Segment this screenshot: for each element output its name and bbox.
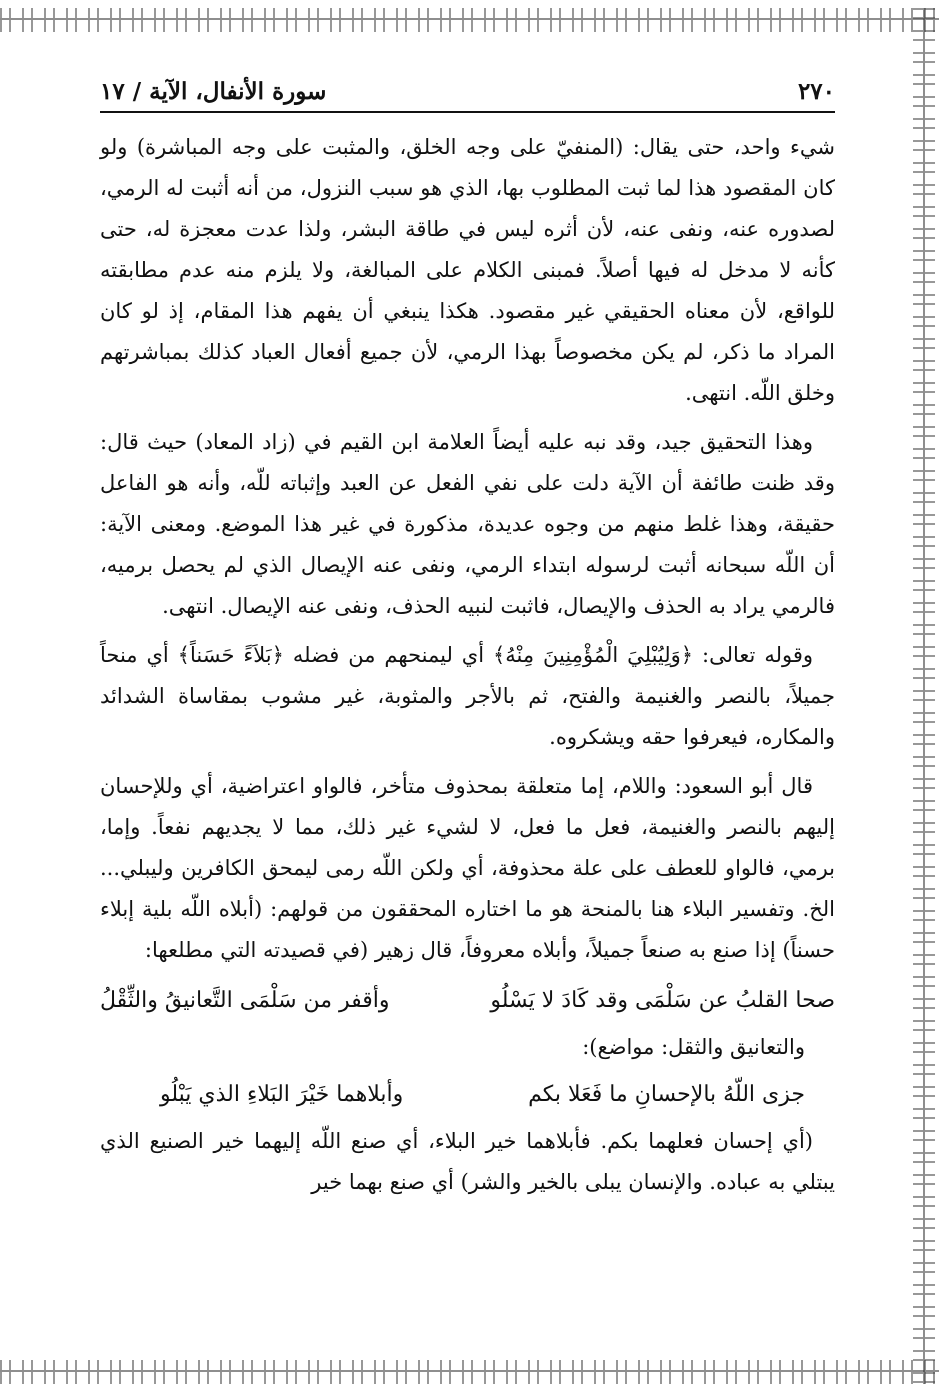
poem-verse-1	[100, 979, 835, 1023]
verse-2-first-hemistich: جزى اللّهُ بالإحسانِ ما فَعَلا بكم	[528, 1082, 805, 1107]
chapter-title: سورة الأنفال، الآية / ١٧	[100, 78, 327, 105]
verse-2-second-hemistich: وأبلاهما خَيْرَ البَلاءِ الذي يَبْلُو	[160, 1082, 404, 1107]
paragraph-3: وقوله تعالى: ﴿وَلِيُبْلِيَ الْمُؤْمِنِينَ مِنْهُ﴾ أي ليمنحهم من فضله ﴿بَلاَءً حَسَناً﴾ أي منحاً جميلاً، بالنصر والغنيمة والفتح، ثم بالأجر والمثوبة، غير مشوب بمقاساة الشدائد والمكاره، فيعرفوا حقه ويشكروه.	[100, 643, 835, 749]
verse-1-first-hemistich: صحا القلبُ عن سَلْمَى وقد كَادَ لا يَسْلُو	[490, 988, 835, 1013]
paragraph-1: شيء واحد، حتى يقال: (المنفيّ على وجه الخلق، والمثبت على وجه المباشرة) ولو كان المقصود هذا لما ثبت المطلوب بها، الذي هو سبب النزول، من أنه أثبت له الرمي، لصدوره عنه، ونفى عنه، لأن أثره ليس في طاقة البشر، ولذا عدت معجزة له، حتى كأنه لا مدخل له فيها أصلاً. فمبنى الكلام على المبالغة، ولا يلزم منه عدم مطابقته للواقع، لأن معناه الحقيقي غير مقصود. هكذا ينبغي أن يفهم هذا المقام، إذ لو كان المراد ما ذكر، لم يكن مخصوصاً بهذا الرمي، لأن جميع أفعال العباد كذلك بمباشرتهم وخلق اللّه. انتهى.	[100, 135, 835, 405]
paragraph-4: قال أبو السعود: واللام، إما متعلقة بمحذوف متأخر، فالواو اعتراضية، أي وللإحسان إليهم بالنصر والغنيمة، فعل ما فعل، لا لشيء غير ذلك، مما لا يجديهم نفعاً. وإما، برمي، فالواو للعطف على علة محذوفة، أي ولكن اللّه رمى ليمحق الكافرين وليبلي... الخ. وتفسير البلاء هنا بالمنحة هو ما اختاره المحققون من قولهم: (أبلاه اللّه بلية إبلاء حسناً) إذا صنع به صنعاً جميلاً، وأبلاه معروفاً، قال زهير (في قصيدته التي مطلعها:	[100, 774, 835, 962]
decorative-border-right	[913, 8, 935, 1384]
verse-note: والتعانيق والثقل: مواضع):	[582, 1035, 805, 1059]
poem-verse-2	[100, 1073, 835, 1117]
paragraph-5: (أي إحسان فعلهما بكم. فأبلاهما خير البلاء، أي صنع اللّه إليهما خير الصنيع الذي يبتلي به عباده. والإنسان يبلى بالخير والشر) أي صنع بهما خير	[100, 1129, 835, 1194]
decorative-border-top	[0, 8, 939, 32]
paragraph-2: وهذا التحقيق جيد، وقد نبه عليه أيضاً العلامة ابن القيم في (زاد المعاد) حيث قال: وقد ظنت طائفة أن الآية دلت على نفي الفعل عن العبد وإثباته للّه، وأنه هو الفاعل حقيقة، وهذا غلط منهم من وجوه عديدة، مذكورة في غير هذا الموضع. ومعنى الآية: أن اللّه سبحانه أثبت لرسوله ابتداء الرمي، ونفى عنه الإيصال الذي لم يحصل برميه، فالرمي يراد به الحذف والإيصال، فاثبت لنبيه الحذف، ونفى عنه الإيصال. انتهى.	[100, 430, 835, 618]
book-page	[100, 78, 835, 1211]
page-number: ٢٧٠	[797, 78, 835, 105]
decorative-border-bottom	[0, 1360, 939, 1384]
verse-1-second-hemistich: وأقفر من سَلْمَى التَّعانيقُ والثِّقْلُ	[100, 988, 390, 1013]
page-header	[100, 78, 835, 113]
